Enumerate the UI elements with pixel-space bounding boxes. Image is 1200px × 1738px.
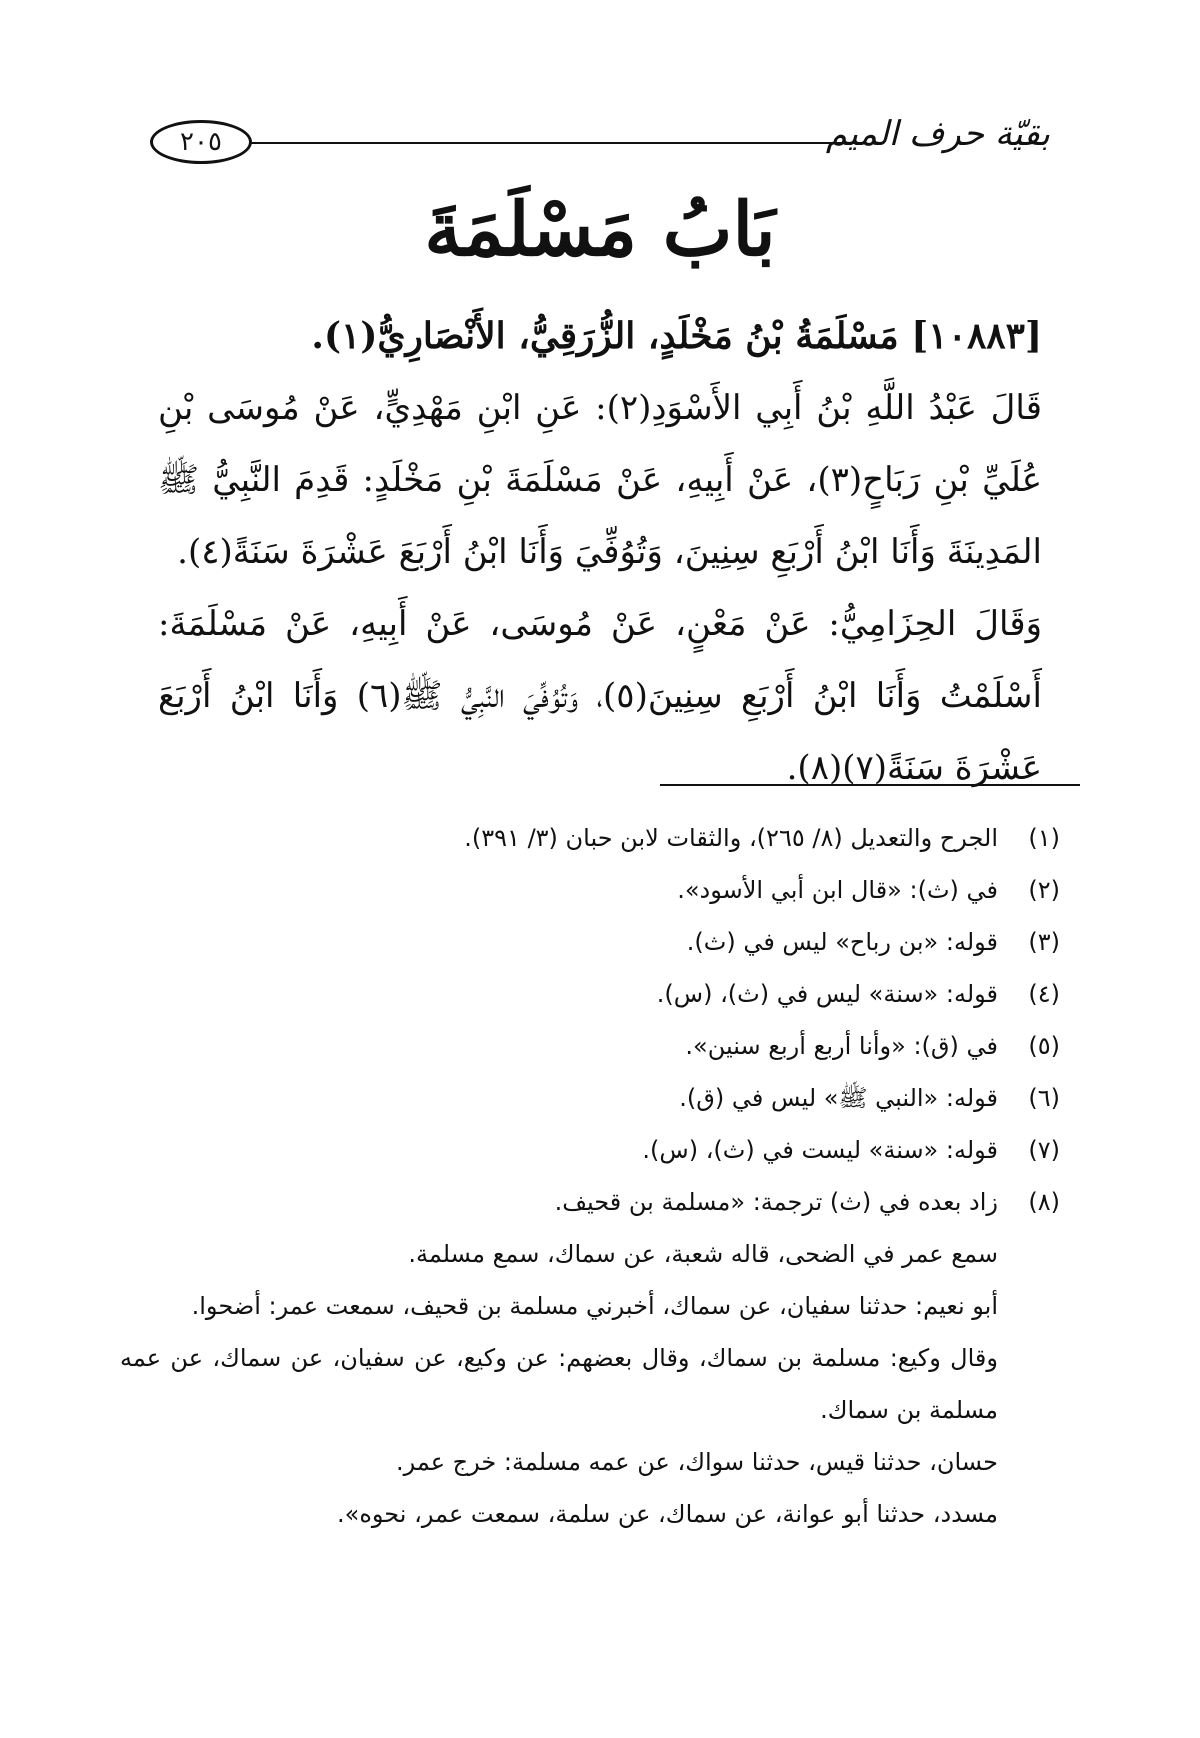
footnote [120, 864, 1060, 916]
footnote-text: قوله: «بن رباح» ليس في (ث). [686, 928, 998, 956]
footnote-continuation-line: مسدد، حدثنا أبو عوانة، عن سماك، عن سلمة، سمعت عمر، نحوه». [337, 1500, 998, 1528]
paragraph: وَقَالَ الحِزَامِيُّ: عَنْ مَعْنٍ، عَنْ مُوسَى، عَنْ أَبِيهِ، عَنْ مَسْلَمَةَ: أَسْلَمْتُ وَأَنَا ابْنُ أَرْبَعِ سِنِينَ(٥)، وَتُوُفِّيَ النَّبِيُّ ﷺ(٦) وَأَنَا ابْنُ أَرْبَعَ عَشْرَةَ سَنَةً(٧)(٨). [158, 604, 1042, 788]
footnote-number: (٣) [1028, 928, 1060, 956]
header-rule [250, 142, 865, 144]
footnotes [120, 812, 1060, 1540]
footnote [120, 812, 1060, 864]
footnote-number: (٨) [1028, 1188, 1060, 1216]
footnote [120, 968, 1060, 1020]
footnote-number: (١) [1028, 824, 1060, 852]
footnote-number: (٧) [1028, 1136, 1060, 1164]
footnote [120, 916, 1060, 968]
footnote [120, 1176, 1060, 1228]
entry-heading [158, 300, 1042, 372]
footnote-text: زاد بعده في (ث) ترجمة: «مسلمة بن قحيف. [554, 1188, 998, 1216]
footnote-continuation-line: سمع عمر في الضحى، قاله شعبة، عن سماك، سمع مسلمة. [408, 1240, 998, 1268]
footnote [120, 1124, 1060, 1176]
entry-name: مَسْلَمَةُ بْنُ مَخْلَدٍ، الزُّرَقِيُّ، الأَنْصَارِيُّ(١). [311, 315, 899, 357]
footnote-number: (٤) [1028, 980, 1060, 1008]
page-number: ٢٠٥ [150, 120, 252, 164]
footnote-text: قوله: «سنة» ليس في (ث)، (س). [656, 980, 998, 1008]
footnote-text: الجرح والتعديل (٨/ ٢٦٥)، والثقات لابن حبان (٣/ ٣٩١). [464, 824, 998, 852]
footnote-separator [660, 784, 1080, 786]
footnote-number: (٥) [1028, 1032, 1060, 1060]
chapter-title: بَابُ مَسْلَمَةَ [424, 187, 776, 273]
footnote-text: في (ث): «قال ابن أبي الأسود». [677, 876, 998, 904]
footnote-continuation-line: أبو نعيم: حدثنا سفيان، عن سماك، أخبرني مسلمة بن قحيف، سمعت عمر: أضحوا. [191, 1292, 998, 1320]
footnote-continuation-line: وقال وكيع: مسلمة بن سماك، وقال بعضهم: عن وكيع، عن سفيان، عن سماك، عن عمه مسلمة بن سماك. [120, 1344, 998, 1424]
footnote-text: قوله: «النبي ﷺ» ليس في (ق). [679, 1084, 998, 1112]
footnote-number: (٢) [1028, 876, 1060, 904]
running-title: بقيّة حرف الميم [825, 114, 1050, 154]
paragraph: قَالَ عَبْدُ اللَّهِ بْنُ أَبِي الأَسْوَدِ(٢): عَنِ ابْنِ مَهْدِيٍّ، عَنْ مُوسَى بْنِ عُلَيِّ بْنِ رَبَاحٍ(٣)، عَنْ أَبِيهِ، عَنْ مَسْلَمَةَ بْنِ مَخْلَدٍ: قَدِمَ النَّبِيُّ ﷺ المَدِينَةَ وَأَنَا ابْنُ أَرْبَعِ سِنِينَ، وَتُوُفِّيَ وَأَنَا ابْنُ أَرْبَعَ عَشْرَةَ سَنَةً(٤). [158, 388, 1042, 572]
footnote-continuation-line: حسان، حدثنا قيس، حدثنا سواك، عن عمه مسلمة: خرج عمر. [395, 1448, 998, 1476]
main-text [158, 300, 1042, 804]
footnote-text: في (ق): «وأنا أربع أربع سنين». [685, 1032, 998, 1060]
footnote [120, 1072, 1060, 1124]
footnote [120, 1020, 1060, 1072]
running-header [150, 112, 1050, 162]
footnote-number: (٦) [1028, 1084, 1060, 1112]
footnote-text: قوله: «سنة» ليست في (ث)، (س). [642, 1136, 998, 1164]
entry-number: [١٠٨٨٣] [911, 315, 1042, 357]
